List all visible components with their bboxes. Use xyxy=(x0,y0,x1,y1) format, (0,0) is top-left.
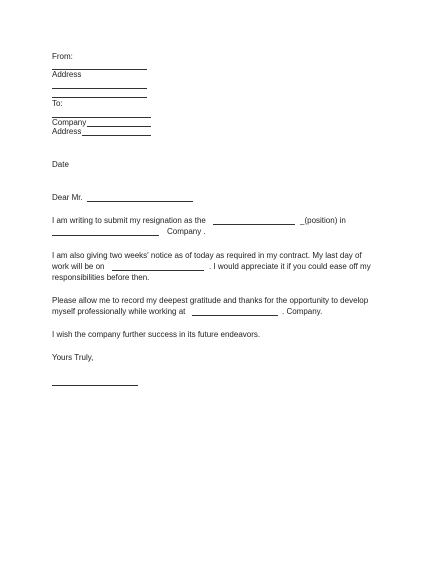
paragraph-2-line-1: I am also giving two weeks' notice as of today as required in my contract. My last day of xyxy=(52,251,362,260)
paragraph-1-company: Company . xyxy=(167,227,206,236)
sender-address-blank-2 xyxy=(52,97,147,98)
closing: Yours Truly, xyxy=(52,353,94,362)
position-blank xyxy=(213,224,295,225)
from-label: From: xyxy=(52,52,73,61)
paragraph-2-line-3: responsibilities before then. xyxy=(52,273,150,282)
address-label-sender: Address xyxy=(52,70,82,79)
salutation: Dear Mr. xyxy=(52,193,83,202)
employer-company-blank xyxy=(192,315,278,316)
recipient-surname-blank xyxy=(87,201,193,202)
sender-address-blank-1 xyxy=(52,88,147,89)
company-blank xyxy=(87,126,151,127)
last-day-blank xyxy=(112,270,204,271)
company-label: Company xyxy=(52,118,87,127)
paragraph-3-line-1: Please allow me to record my deepest gratitude and thanks for the opportunity to develop xyxy=(52,296,369,305)
signature-blank xyxy=(52,385,138,386)
paragraph-2-line-2-end: . I would appreciate it if you could ease off my xyxy=(209,262,371,271)
paragraph-3-line-2-end: . Company. xyxy=(282,307,323,316)
address-label-recipient: Address xyxy=(52,127,82,136)
paragraph-4: I wish the company further success in its future endeavors. xyxy=(52,330,261,339)
paragraph-1-start: I am writing to submit my resignation as the xyxy=(52,216,206,225)
paragraph-3-line-2-start: myself professionally while working at xyxy=(52,307,186,316)
paragraph-2-line-2-start: work will be on xyxy=(52,262,105,271)
company-name-blank xyxy=(52,235,159,236)
to-label: To: xyxy=(52,99,63,108)
date-label: Date xyxy=(52,160,69,169)
recipient-address-blank xyxy=(82,135,151,136)
paragraph-1-position: _(position) in xyxy=(300,216,346,225)
